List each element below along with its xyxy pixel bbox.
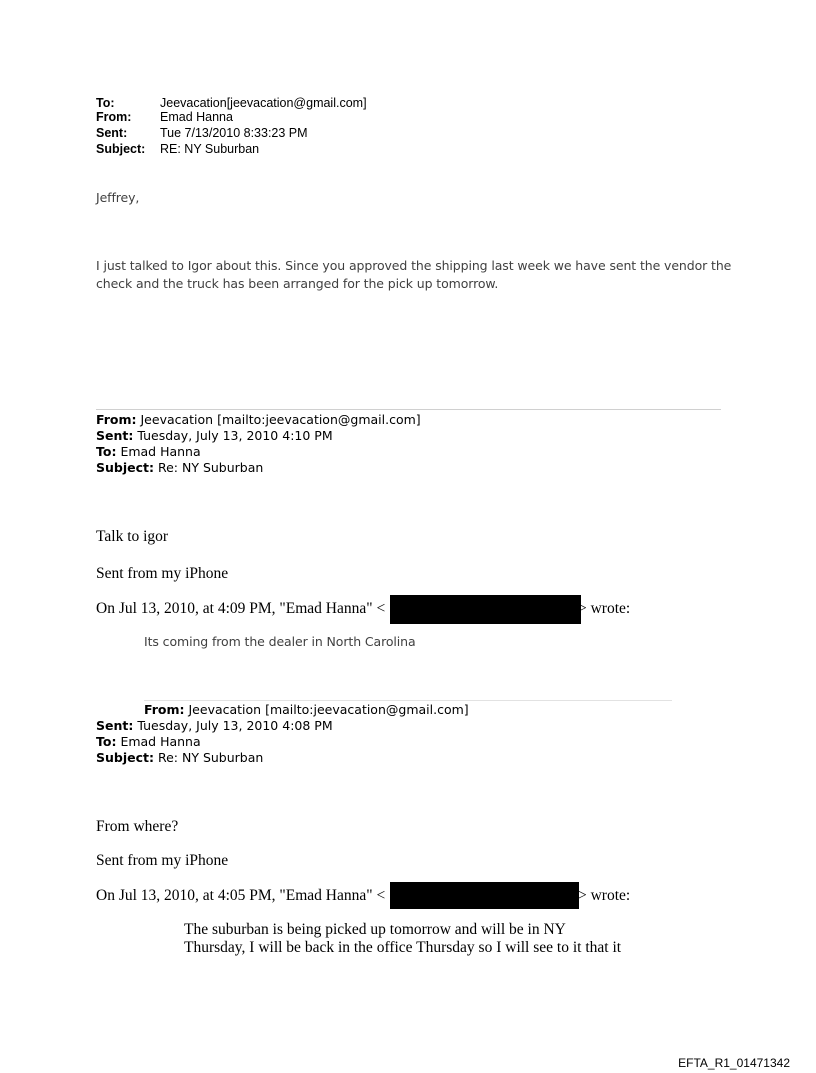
- quoted2-from-value: Jeevacation [mailto:jeevacation@gmail.com]: [188, 702, 469, 717]
- subject-label: Subject:: [96, 142, 146, 156]
- reply-body-line-2: check and the truck has been arranged for the pick up tomorrow.: [96, 276, 499, 291]
- redaction-box: [390, 595, 581, 624]
- quoted1-from-label: From:: [96, 412, 137, 427]
- quoted2-sent: [96, 718, 333, 734]
- to-label: To:: [96, 96, 115, 110]
- divider: [96, 409, 721, 410]
- quoted1-to: [96, 444, 201, 460]
- quoted2-inner-line-2: Thursday, I will be back in the office Thursday so I will see to it that it: [184, 939, 622, 956]
- reply-body-line-1: I just talked to Igor about this. Since you approved the shipping last week we have sent the vendor the: [96, 258, 732, 273]
- quoted1-signature: Sent from my iPhone: [96, 565, 229, 582]
- quoted1-subject-value: Re: NY Suburban: [157, 460, 264, 475]
- divider: [144, 700, 672, 701]
- quoted1-to-label: To:: [96, 444, 117, 459]
- sent-label: Sent:: [96, 126, 128, 140]
- quoted2-sent-label: Sent:: [96, 718, 134, 733]
- quoted2-to-label: To:: [96, 734, 117, 749]
- quoted2-inner-line-1: The suburban is being picked up tomorrow and will be in NY: [184, 921, 566, 938]
- quoted1-subject: [96, 460, 263, 476]
- to-value: Jeevacation[jeevacation@gmail.com]: [160, 96, 367, 110]
- from-label: From:: [96, 110, 132, 124]
- quoted1-subject-label: Subject:: [96, 460, 154, 475]
- quoted1-attribution-prefix: On Jul 13, 2010, at 4:09 PM, "Emad Hanna" <: [96, 600, 386, 617]
- quoted2-attribution-prefix: On Jul 13, 2010, at 4:05 PM, "Emad Hanna" <: [96, 887, 386, 904]
- quoted2-subject-value: Re: NY Suburban: [157, 750, 264, 765]
- quoted1-sent: [96, 428, 333, 444]
- quoted2-sent-value: Tuesday, July 13, 2010 4:08 PM: [137, 718, 333, 733]
- quoted1-to-value: Emad Hanna: [120, 444, 201, 459]
- quoted2-from: [144, 702, 469, 718]
- quoted2-to: [96, 734, 201, 750]
- sent-value: Tue 7/13/2010 8:33:23 PM: [160, 126, 308, 140]
- quoted1-inner-body: Its coming from the dealer in North Carolina: [144, 634, 416, 649]
- quoted2-subject: [96, 750, 263, 766]
- quoted1-sent-value: Tuesday, July 13, 2010 4:10 PM: [137, 428, 333, 443]
- quoted2-signature: Sent from my iPhone: [96, 852, 229, 869]
- quoted2-attribution-suffix: > wrote:: [578, 887, 631, 904]
- quoted2-to-value: Emad Hanna: [120, 734, 201, 749]
- redaction-box: [390, 882, 579, 909]
- greeting: Jeffrey,: [96, 190, 140, 205]
- quoted1-body: Talk to igor: [96, 528, 169, 545]
- quoted1-from-value: Jeevacation [mailto:jeevacation@gmail.com]: [140, 412, 421, 427]
- quoted1-sent-label: Sent:: [96, 428, 134, 443]
- quoted2-from-label: From:: [144, 702, 185, 717]
- quoted2-subject-label: Subject:: [96, 750, 154, 765]
- quoted1-from: [96, 412, 421, 428]
- subject-value: RE: NY Suburban: [160, 142, 260, 156]
- from-value: Emad Hanna: [160, 110, 233, 124]
- quoted2-body: From where?: [96, 818, 179, 835]
- quoted1-attribution-suffix: > wrote:: [578, 600, 631, 617]
- document-id: EFTA_R1_01471342: [678, 1056, 790, 1070]
